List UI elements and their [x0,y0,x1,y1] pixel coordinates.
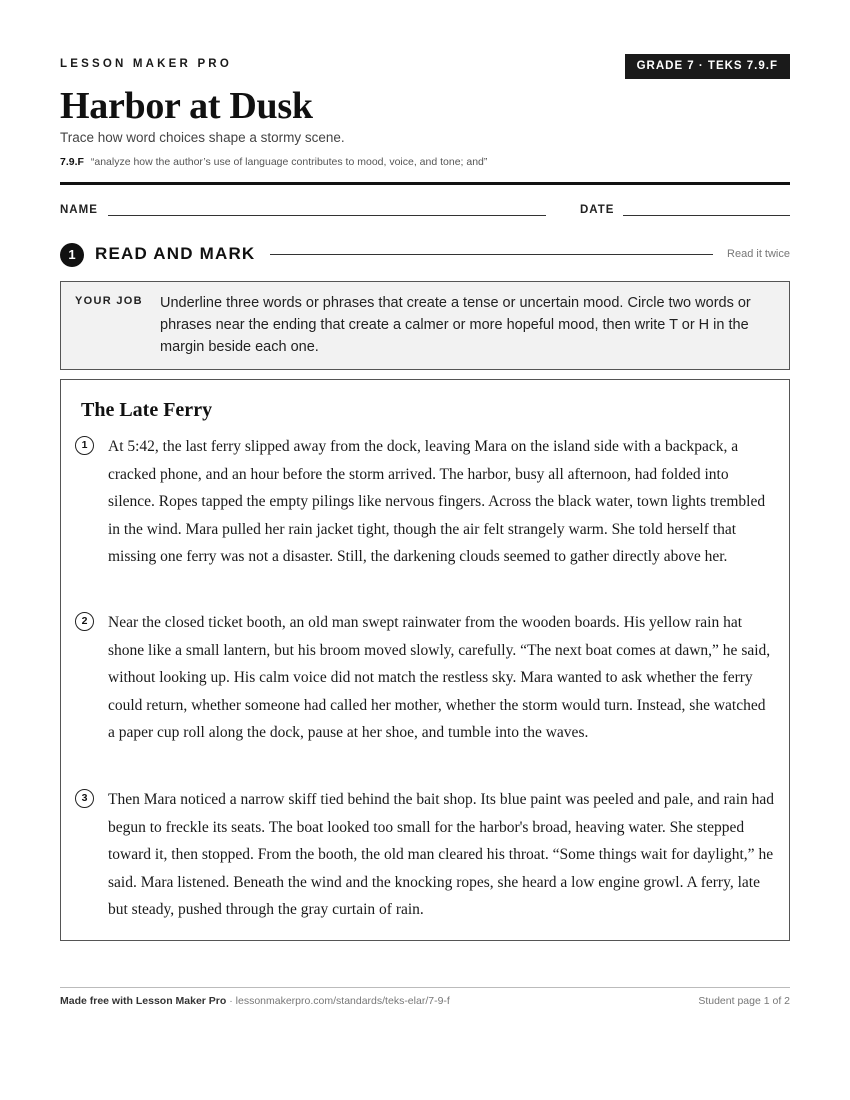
paragraph-number: 2 [75,612,94,631]
header-divider [60,182,790,185]
standard-description [60,156,487,168]
instructions-label: YOUR JOB [75,295,143,307]
grade-standard-badge: GRADE 7 · TEKS 7.9.F [625,54,790,79]
footer-divider [60,987,790,988]
reading-passage [60,379,790,941]
passage-title: The Late Ferry [81,399,213,421]
section-header [60,242,790,268]
section-title: READ AND MARK [95,244,256,263]
name-label: NAME [60,204,98,216]
step-number-badge: 1 [60,243,84,267]
paragraph-number: 3 [75,789,94,808]
paragraph-number: 1 [75,436,94,455]
instructions-box [60,281,790,370]
footer-url[interactable]: lessonmakerpro.com/standards/teks-elar/7-9-f [235,995,450,1007]
name-field[interactable] [108,215,546,216]
paragraph-text: Near the closed ticket booth, an old man swept rainwater from the wooden boards. His yellow rain hat shone like a small lantern, but his broom moved slowly, carefully. “The next boat comes at dawn,” he said, without looking up. His calm voice did not match the restless sky. Mara wanted to ask whether the ferry could return, whether someone had called her mother, whether the storm would turn. Instead, she watched a paper cup roll along the dock, pause at her shoe, and tumble into the waves. [108,614,771,741]
date-field[interactable] [623,215,790,216]
standard-text: “analyze how the author’s use of language contributes to mood, voice, and tone; and” [90,156,488,168]
section-divider [270,254,713,255]
footer-made-with: Made free with Lesson Maker Pro [60,995,227,1007]
instructions-text: Underline three words or phrases that create a tense or uncertain mood. Circle two words or phrases near the ending that create a calmer or more hopeful mood, then write T or H in the margin beside each one. [160,295,751,355]
paragraph-text: Then Mara noticed a narrow skiff tied behind the bait shop. Its blue paint was peeled and pale, and rain had begun to freckle its seats. The boat looked too small for the harbor's broad, heaving water. She stepped toward it, then stopped. From the booth, the old man cleared his throat. “Some things wait for daylight,” he said. Mara listened. Beneath the wind and the knocking ropes, she heard a low engine growl. A ferry, late but steady, pushed through the gray curtain of rain. [108,791,775,918]
brand-name: LESSON MAKER PRO [60,58,232,70]
paragraph-text: At 5:42, the last ferry slipped away from the dock, leaving Mara on the island side with a backpack, a cracked phone, and an hour before the storm arrived. The harbor, busy all afternoon, had folded into silence. Ropes tapped the empty pilings like nervous fingers. Across the black water, town lights trembled in the wind. Mara pulled her rain jacket tight, though the air felt strangely warm. She told herself that missing one ferry was not a disaster. Still, the darkening clouds seemed to gather directly above her. [108,438,766,565]
section-note: Read it twice [727,248,790,260]
footer-credit [60,995,450,1007]
footer-separator: · [226,995,236,1007]
date-label: DATE [580,204,615,216]
worksheet-title: Harbor at Dusk [60,85,313,127]
standard-code: 7.9.F [60,156,84,168]
worksheet-subtitle: Trace how word choices shape a stormy scene. [60,130,345,145]
page-number: Student page 1 of 2 [698,995,790,1007]
